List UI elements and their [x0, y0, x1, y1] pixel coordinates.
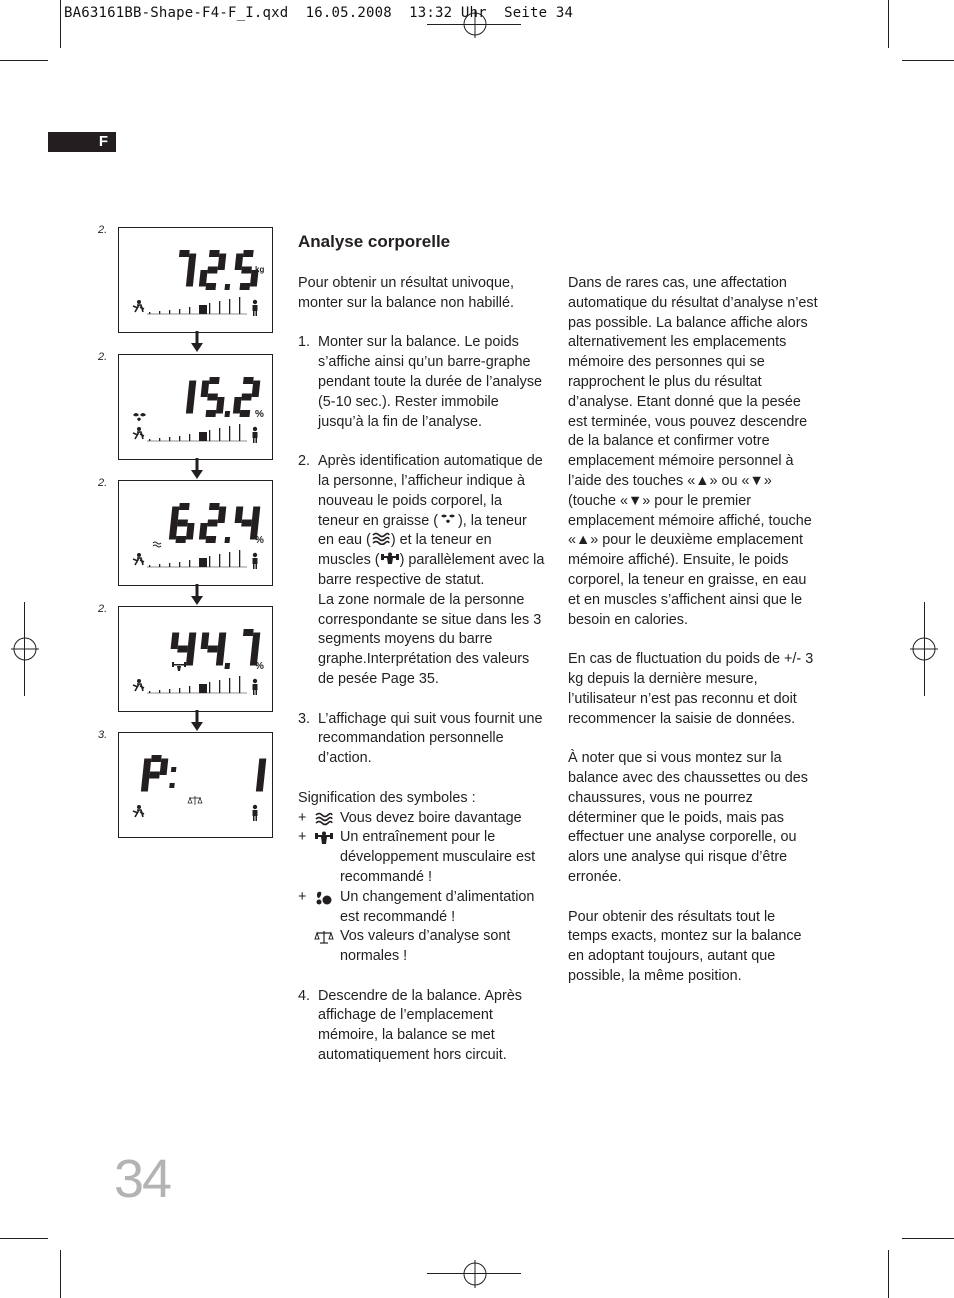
scale-display — [118, 732, 273, 838]
unit-label: % — [255, 535, 264, 546]
nutrition-icon — [438, 513, 458, 526]
lcd-readout — [119, 228, 274, 334]
lcd-digit — [198, 377, 226, 417]
balance-scale-icon — [188, 796, 202, 805]
symbols-title: Signification des symboles : — [298, 789, 476, 806]
crop-mark — [0, 1238, 48, 1239]
lcd-digit — [186, 381, 196, 414]
lcd-readout — [119, 355, 274, 461]
lcd-readout — [119, 733, 274, 839]
socks-paragraph: À noter que si vous montez sur la balance avec des chaussettes ou des chaussures, vous ne pourrez déterminer que le poids, mais pas effectuer une analyse corporelle, ou alors une analyse qui risque d’être erronée. — [568, 750, 809, 885]
down-arrow-icon — [190, 458, 204, 480]
unit-label: % — [255, 409, 264, 420]
intro-paragraph: Pour obtenir un résultat univoque, monter sur la balance non habillé. — [298, 275, 515, 311]
step-item-3 — [298, 710, 546, 769]
muscle-icon — [172, 662, 186, 671]
water-waves-icon — [153, 542, 161, 547]
step-label: 2. — [98, 224, 108, 236]
status-bargraph — [147, 297, 247, 314]
nutrition-icon — [314, 891, 334, 905]
crop-mark — [888, 1250, 889, 1298]
down-arrow-icon — [190, 331, 204, 353]
symbol-entry-muscle: + Un entraînement pour le développement musculaire est recommandé ! — [298, 829, 536, 885]
user-icon — [253, 427, 258, 443]
lcd-digit — [256, 759, 266, 792]
scale-display — [118, 227, 273, 333]
step-number: 1. — [298, 334, 311, 351]
instructions-column — [298, 274, 546, 1066]
status-bargraph — [147, 550, 247, 567]
accuracy-paragraph: Pour obtenir des résultats tout le temps exacts, montez sur la balance en adoptant toujours, autant que possible, la même position. — [568, 908, 802, 984]
user-icon — [253, 300, 258, 316]
nutrition-icon — [133, 413, 146, 421]
colon-segment — [171, 767, 177, 772]
water-waves-icon — [314, 812, 334, 826]
crop-mark — [60, 0, 61, 48]
step-label: 3. — [98, 729, 108, 741]
user-icon — [253, 805, 258, 821]
step-text: L’affichage qui suit vous fournit une recommandation personnelle d’action. — [318, 710, 543, 767]
section-heading: Analyse corporelle — [298, 232, 451, 251]
user-icon — [253, 553, 258, 569]
person-icon — [133, 427, 144, 439]
down-arrow-icon: ▼ — [749, 472, 764, 489]
scale-display — [118, 480, 273, 586]
page-number: 34 — [114, 1149, 171, 1209]
muscle-icon — [314, 831, 334, 845]
step-text: Monter sur la balance. Le poids s’affiche ainsi qu’un barre-graphe pendant toute la durée de l’analyse (5-10 sec.). Rester immobile jusqu’à la fin de l’analyse. — [318, 334, 543, 430]
registration-mark-icon — [11, 636, 39, 662]
step-item-2: 2. Après identification automatique de la personne, l’afficheur indique à nouveau le poids corporel, la teneur en graisse ( ), la teneur en eau ( ) et la teneur en muscles ( ) parallèlement avec la barre respective de statut. La zone normale de la personne correspondante se situe dans les 3 segments moyens du barre graphe.Interprétation des valeurs de pesée Page 35. — [298, 453, 545, 687]
symbol-entry-water: + Vous devez boire davantage — [298, 809, 522, 826]
lcd-digit — [199, 633, 226, 666]
colon-segment — [169, 783, 175, 788]
registration-mark-icon — [910, 636, 938, 662]
decimal-point — [224, 537, 230, 543]
crop-mark — [888, 0, 889, 48]
person-icon — [133, 553, 144, 565]
step-note: La zone normale de la personne correspondante se situe dans les 3 segments moyens du barre graphe.Interprétation des valeurs de pesée Page 35. — [318, 591, 542, 687]
step-item-1 — [298, 333, 546, 432]
down-arrow-icon — [190, 710, 204, 732]
registration-mark-icon — [462, 1260, 488, 1288]
step-number: 4. — [298, 987, 311, 1004]
lcd-readout — [119, 607, 274, 713]
step-item-4 — [298, 987, 546, 1066]
step-number: 3. — [298, 710, 311, 727]
crop-mark — [60, 1250, 61, 1298]
up-arrow-icon: ▲ — [695, 472, 710, 489]
language-tab: F — [48, 132, 116, 152]
user-icon — [253, 679, 258, 695]
lcd-digit — [176, 250, 197, 287]
notes-column — [568, 274, 818, 987]
decimal-point — [224, 411, 230, 417]
down-arrow-icon — [190, 584, 204, 606]
lcd-readout — [119, 481, 274, 587]
status-bargraph — [147, 424, 247, 441]
assignment-paragraph: Dans de rares cas, une affectation automatique du résultat d’analyse n’est pas possible. La balance affiche alors alternativement les emplacements mémoire des personnes qui se rapprochent le plus du résultat d’analyse. Etant donné que la pesée est terminée, vous pouvez descendre de la balance et confirmer votre emplacement mémoire personnel à l’aide des touches «▲» ou «▼» (touche «▼» pour le premier emplacement mémoire affiché, touche «▲» pour le deuxième emplacement mémoire affiché). Ensuite, le poids corporel, la teneur en graisse, en eau et en muscles s’affichent ainsi que le besoin en calories. — [568, 275, 818, 628]
lcd-digit — [198, 250, 226, 290]
lcd-digit — [198, 503, 226, 543]
balance-scale-icon — [314, 930, 334, 944]
muscle-icon — [380, 552, 400, 565]
step-number: 2. — [298, 453, 311, 470]
person-icon — [133, 679, 144, 691]
crop-mark — [902, 60, 954, 61]
status-bargraph — [147, 676, 247, 693]
unit-label: kg — [255, 265, 265, 274]
lcd-digit — [169, 633, 196, 666]
step-label: 2. — [98, 477, 108, 489]
down-arrow-icon: ▼ — [628, 492, 643, 509]
up-arrow-icon: ▲ — [576, 532, 591, 549]
symbol-entry-normal: Vos valeurs d’analyse sont normales ! — [298, 927, 546, 967]
person-icon — [133, 805, 144, 817]
step-text: Après identification automatique de la personne, l’afficheur indique à nouveau le poids corporel, la teneur en graisse ( — [318, 453, 543, 529]
lcd-digit — [141, 755, 169, 792]
water-waves-icon — [371, 532, 391, 545]
crop-mark — [0, 60, 48, 61]
crop-mark — [902, 1238, 954, 1239]
step-label: 2. — [98, 351, 108, 363]
fluctuation-paragraph: En cas de fluctuation du poids de +/- 3 kg depuis la dernière mesure, l’utilisateur n’est pas reconnu et doit recommencer la saisie de données. — [568, 651, 814, 727]
decimal-point — [224, 663, 230, 669]
lcd-digit — [168, 503, 196, 543]
step-label: 2. — [98, 603, 108, 615]
scale-display — [118, 606, 273, 712]
scale-display — [118, 354, 273, 460]
step-text: Descendre de la balance. Après affichage de l’emplacement mémoire, la balance se met automatiquement hors circuit. — [318, 987, 522, 1064]
print-slug: BA63161BB-Shape-F4-F_I.qxd 16.05.2008 13:32 Uhr Seite 34 — [64, 5, 574, 21]
symbol-entry-nutrition: + Un changement d’alimentation est recommandé ! — [298, 888, 535, 925]
unit-label: % — [255, 661, 264, 672]
person-icon — [133, 300, 144, 312]
decimal-point — [224, 284, 230, 290]
